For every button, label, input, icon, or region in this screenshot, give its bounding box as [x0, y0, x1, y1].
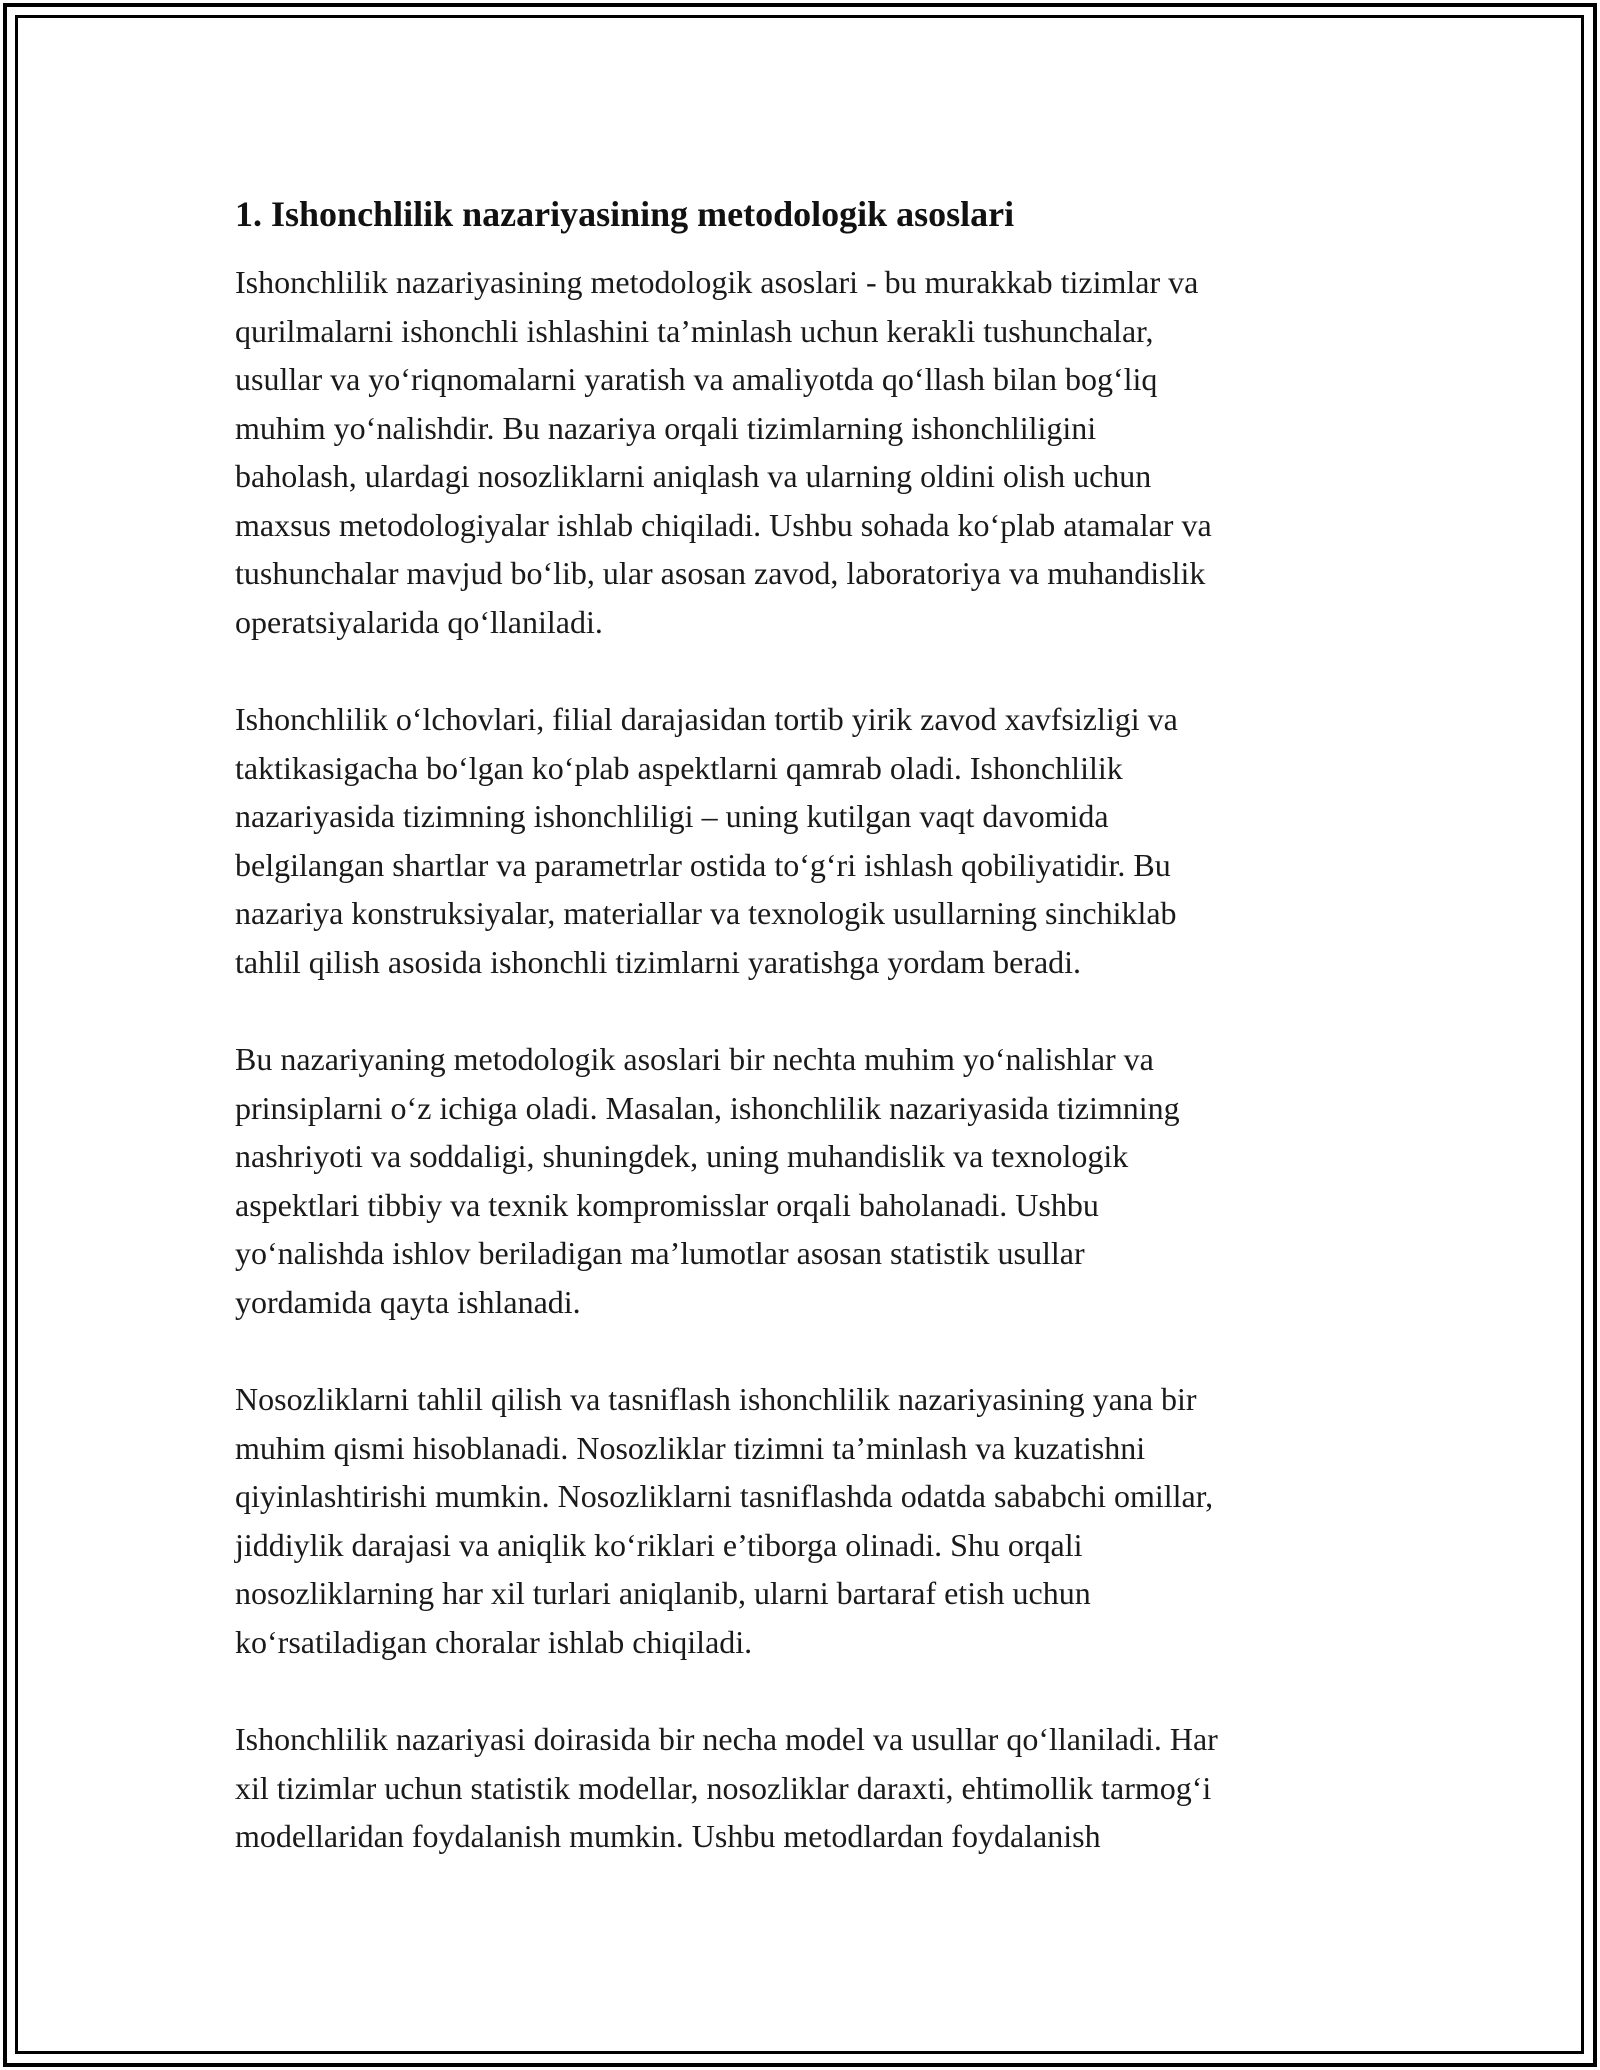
paragraph-2: [235, 695, 1375, 986]
text-line: modellaridan foydalanish mumkin. Ushbu metodlardan foydalanish: [235, 1818, 1101, 1854]
text-line: Ishonchlilik nazariyasining metodologik asoslari - bu murakkab tizimlar va: [235, 264, 1199, 300]
text-line: qiyinlashtirishi mumkin. Nosozliklarni tasniflashda odatda sababchi omillar,: [235, 1478, 1214, 1514]
text-line: nashriyoti va soddaligi, shuningdek, uning muhandislik va texnologik: [235, 1138, 1129, 1174]
text-line: baholash, ulardagi nosozliklarni aniqlash va ularning oldini olish uchun: [235, 458, 1152, 494]
section-heading: 1. Ishonchlilik nazariyasining metodologik asoslari: [235, 194, 1015, 234]
paragraph-1: [235, 258, 1375, 646]
text-line: taktikasigacha boʻlgan koʻplab aspektlarni qamrab oladi. Ishonchlilik: [235, 749, 1123, 786]
text-line: muhim yoʻnalishdir. Bu nazariya orqali tizimlarning ishonchliligini: [235, 409, 1097, 446]
text-line: yoʻnalishda ishlov beriladigan ma’lumotlar asosan statistik usullar: [235, 1235, 1085, 1271]
text-line: usullar va yoʻriqnomalarni yaratish va amaliyotda qoʻllash bilan bogʻliq: [235, 361, 1158, 397]
paragraph-5: [235, 1715, 1375, 1861]
text-line: nazariyasida tizimning ishonchliligi – uning kutilgan vaqt davomida: [235, 798, 1109, 834]
text-line: Ishonchlilik nazariyasi doirasida bir necha model va usullar qoʻllaniladi. Har: [235, 1721, 1218, 1757]
text-line: qurilmalarni ishonchli ishlashini ta’minlash uchun kerakli tushunchalar,: [235, 312, 1154, 349]
text-line: Nosozliklarni tahlil qilish va tasniflash ishonchlilik nazariyasining yana bir: [235, 1381, 1197, 1417]
text-line: aspektlari tibbiy va texnik kompromisslar orqali baholanadi. Ushbu: [235, 1186, 1099, 1223]
text-line: Ishonchlilik oʻlchovlari, filial darajasidan tortib yirik zavod xavfsizligi va: [235, 701, 1178, 737]
text-line: muhim qismi hisoblanadi. Nosozliklar tizimni ta’minlash va kuzatishni: [235, 1429, 1146, 1466]
text-line: operatsiyalarida qoʻllaniladi.: [235, 603, 603, 640]
text-line: Bu nazariyaning metodologik asoslari bir nechta muhim yoʻnalishlar va: [235, 1041, 1154, 1077]
text-line: nosozliklarning har xil turlari aniqlanib, ularni bartaraf etish uchun: [235, 1575, 1091, 1611]
paragraph-4: [235, 1375, 1375, 1666]
text-line: nazariya konstruksiyalar, materiallar va texnologik usullarning sinchiklab: [235, 895, 1177, 931]
paragraph-3: [235, 1035, 1375, 1326]
text-line: xil tizimlar uchun statistik modellar, nosozliklar daraxti, ehtimollik tarmogʻi: [235, 1769, 1212, 1806]
text-line: tushunchalar mavjud boʻlib, ular asosan zavod, laboratoriya va muhandislik: [235, 555, 1206, 591]
text-line: belgilangan shartlar va parametrlar ostida toʻgʻri ishlash qobiliyatidir. Bu: [235, 846, 1171, 883]
text-line: koʻrsatiladigan choralar ishlab chiqiladi.: [235, 1623, 753, 1660]
text-line: tahlil qilish asosida ishonchli tizimlarni yaratishga yordam beradi.: [235, 943, 1082, 980]
text-line: prinsiplarni oʻz ichiga oladi. Masalan, ishonchlilik nazariyasida tizimning: [235, 1089, 1180, 1126]
document-body: [235, 180, 1375, 1910]
text-line: yordamida qayta ishlanadi.: [235, 1283, 581, 1320]
text-line: maxsus metodologiyalar ishlab chiqiladi. Ushbu sohada koʻplab atamalar va: [235, 506, 1212, 543]
text-line: jiddiylik darajasi va aniqlik koʻriklari e’tiborga olinadi. Shu orqali: [235, 1526, 1083, 1563]
